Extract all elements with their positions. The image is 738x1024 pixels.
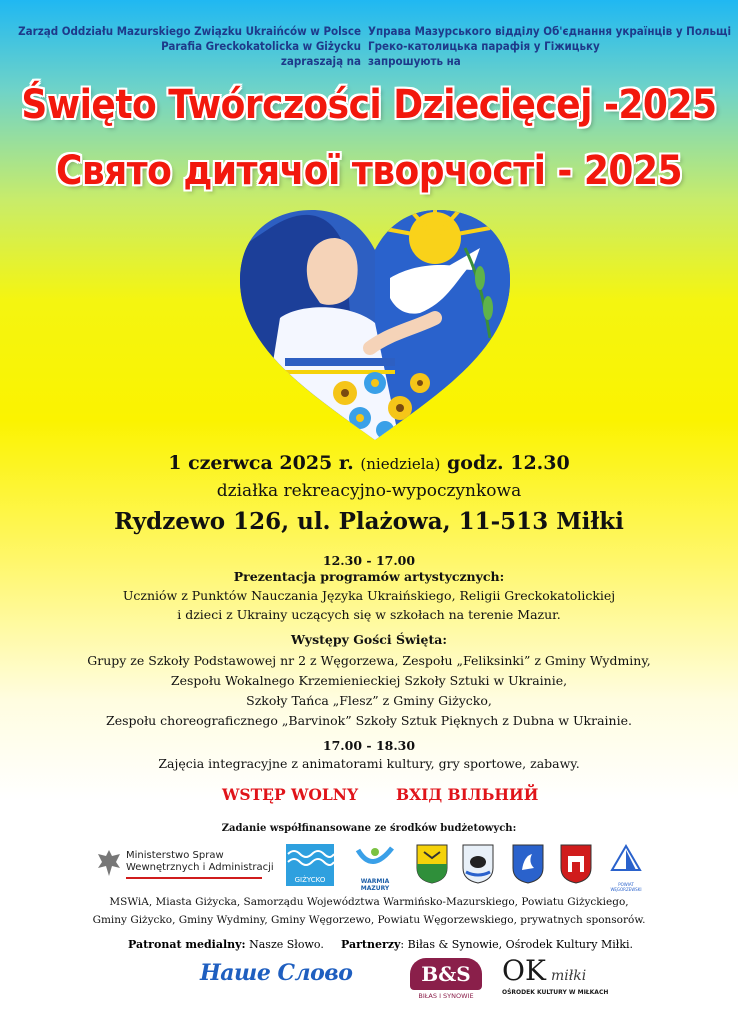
event-address: Rydzewo 126, ul. Plażowa, 11-513 Miłki [114, 508, 624, 535]
media-label: Patronat medialny: [128, 938, 246, 951]
program-time-1: 12.30 - 17.00 [322, 553, 416, 568]
partners [341, 938, 633, 951]
free-entry-polish: WSTĘP WOLNY [222, 785, 359, 804]
nashe-slovo-logo: Наше Слово [200, 960, 353, 986]
sponsors-line: MSWiA, Miasta Giżycka, Samorządu Województwa Warmińsko-Mazurskiego, Powiatu Giżyckiego, [109, 896, 629, 908]
partners-value: : Biłas & Synowie, Ośrodek Kultury Miłki. [400, 938, 634, 951]
powiat-text: POWIAT WĘGORZEWSKI [610, 882, 642, 892]
program-text: Uczniów z Punktów Nauczania Języka Ukraińskiego, Religii Greckokatolickiej [122, 588, 616, 603]
sponsor-logos [96, 842, 656, 890]
ministry-underline [126, 877, 262, 879]
gizycko-logo [286, 844, 334, 886]
organizer-line: Управа Мазурського відділу Об'єднання українців у Польщі [368, 24, 732, 38]
program-text: i dzieci z Ukrainy uczących się w szkołach na terenie Mazur. [177, 607, 561, 622]
event-date-time [0, 452, 738, 474]
ok-mark: OK [502, 954, 546, 987]
castle-crest-icon [560, 844, 592, 884]
organizers-ukrainian [368, 24, 731, 69]
program-text: Zajęcia integracyjne z animatorami kultury, gry sportowe, zabawy. [158, 756, 580, 771]
heart-illustration [240, 208, 510, 444]
ministry-name: Ministerstwo Spraw [126, 850, 224, 861]
organizer-line: Греко-католицька парафія у Гіжицьку [368, 39, 600, 53]
gmina-crest-icon [462, 844, 494, 884]
program-time-2: 17.00 - 18.30 [322, 738, 416, 753]
ministry-name: Wewnętrznych i Administracji [126, 862, 274, 873]
invite-text: zapraszają na [280, 54, 361, 68]
program-heading-1: Prezentacja programów artystycznych: [233, 569, 505, 584]
title-polish: Święto Twórczości Dziecięcej -2025 [21, 82, 717, 128]
warmia-text [352, 878, 398, 892]
program-heading-2: Występy Gości Święta: [291, 632, 447, 647]
event-date: 1 czerwca 2025 r. [168, 452, 354, 474]
title-ukrainian: Свято дитячої творчості - 2025 [55, 148, 683, 194]
gizycko-text: GIŻYCKO [294, 876, 326, 884]
ok-milki-logo [502, 954, 618, 1010]
media-value: Nasze Słowo. [249, 938, 324, 951]
bilas-logo [410, 958, 482, 1004]
program-text: Zespołu Wokalnego Krzemienieckiej Szkoły Sztuki w Ukrainie, [170, 673, 568, 688]
warmia-word: WARMIA [360, 878, 390, 885]
ministry-logo [126, 850, 274, 879]
funding-label: Zadanie współfinansowane ze środków budżetowych: [221, 823, 517, 834]
ok-subtitle: OŚRODEK KULTURY W MIŁKACH [502, 989, 609, 996]
powiat-wegorzewski-logo [606, 844, 646, 892]
program-text: Grupy ze Szkoły Podstawowej nr 2 z Węgorzewa, Zespołu „Feliksinki” z Gminy Wydminy, [87, 653, 651, 668]
event-weekday: (niedziela) [360, 455, 441, 473]
invite-text: запрошують на [368, 54, 461, 68]
bs-mark: B&S [410, 958, 482, 990]
eagle-emblem-icon [96, 848, 122, 878]
free-entry-ukrainian: ВХІД ВІЛЬНИЙ [396, 785, 539, 804]
organizers-polish [18, 24, 361, 69]
ok-script: miłki [550, 968, 587, 984]
partners-label: Partnerzy [341, 938, 401, 951]
powiat-gizycki-crest-icon [416, 844, 448, 884]
sponsors-line: Gminy Giżycko, Gminy Wydminy, Gminy Węgorzewo, Powiatu Węgorzewskiego, prywatnych sponsorów. [92, 914, 646, 926]
program-text: Szkoły Tańca „Flesz” z Gminy Giżycko, [246, 693, 492, 708]
sponsors-list [0, 893, 738, 929]
organizer-line: Zarząd Oddziału Mazurskiego Związku Ukraińców w Polsce [18, 24, 361, 38]
organizer-line: Parafia Greckokatolicka w Giżycku [161, 39, 361, 53]
media-patronage [128, 938, 324, 951]
event-venue: działka rekreacyjno-wypoczynkowa [216, 481, 522, 501]
event-time: godz. 12.30 [446, 452, 570, 474]
mazury-word: MAZURY [360, 885, 390, 892]
bs-subtitle: BIŁAS I SYNOWIE [418, 992, 474, 1000]
warmia-mazury-logo [352, 844, 398, 892]
program-text: Zespołu choreograficznego „Barvinok” Szkoły Sztuk Pięknych z Dubna w Ukrainie. [106, 713, 632, 728]
swan-crest-icon [512, 844, 544, 884]
